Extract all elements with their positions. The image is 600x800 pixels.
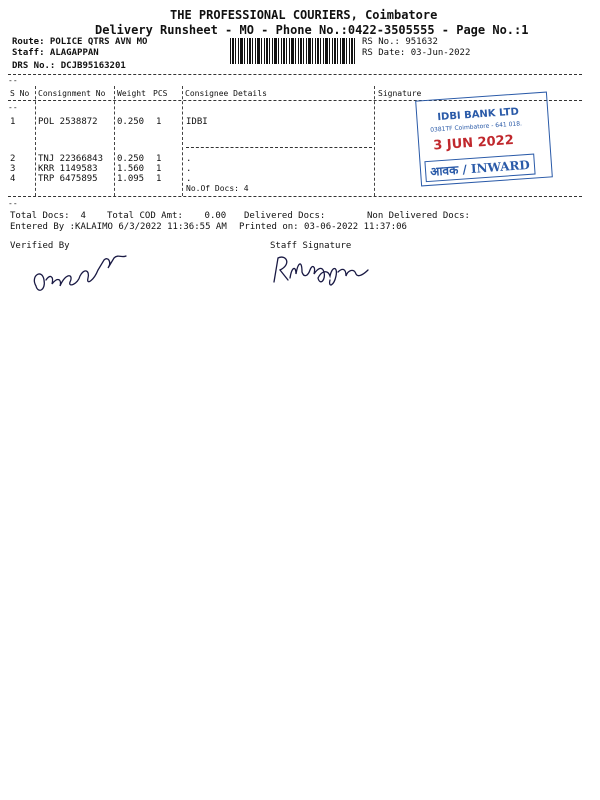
company-title: THE PROFESSIONAL COURIERS, Coimbatore: [170, 8, 438, 22]
column-divider: [182, 86, 183, 196]
printed-on: Printed on: 03-06-2022 11:37:06: [239, 222, 407, 232]
row-consignee: .: [186, 154, 192, 164]
col-header-consignment: Consignment No: [38, 89, 106, 98]
sheet-title: Delivery Runsheet - MO - Phone No.:0422-3505555 - Page No.:1: [95, 23, 529, 37]
inward-stamp: [415, 92, 553, 187]
staff-signature-label: Staff Signature: [270, 241, 352, 251]
row-separator: [186, 147, 372, 148]
row-sno: 2: [10, 154, 16, 164]
row-weight: 0.250: [117, 117, 145, 127]
col-header-pcs: PCS: [153, 89, 168, 98]
barcode-image: [230, 38, 355, 64]
verifier-signature: [28, 246, 138, 306]
row-pcs: 1: [156, 164, 162, 174]
separator-line: [8, 196, 582, 197]
row-consignment: TRP 6475895: [38, 174, 98, 184]
row-consignment: KRR 1149583: [38, 164, 98, 174]
staff-label: Staff: ALAGAPPAN: [12, 48, 99, 58]
column-divider: [114, 86, 115, 196]
row-consignee: IDBI: [186, 117, 208, 127]
row-consignee: .: [186, 174, 192, 184]
row-weight: 1.095: [117, 174, 145, 184]
stamp-date: 3 JUN 2022: [432, 132, 515, 154]
row-pcs: 1: [156, 154, 162, 164]
column-divider: [374, 86, 375, 196]
col-header-consignee: Consignee Details: [185, 89, 267, 98]
total-cod: Total COD Amt: 0.00: [107, 211, 227, 221]
col-header-sno: S No: [10, 89, 30, 98]
dash-marker: --: [8, 103, 18, 112]
row-weight: 1.560: [117, 164, 145, 174]
row-pcs: 1: [156, 174, 162, 184]
dash-marker: --: [8, 76, 18, 85]
column-divider: [35, 86, 36, 196]
row-pcs: 1: [156, 117, 162, 127]
row-consignment: POL 2538872: [38, 117, 98, 127]
docs-count: No.Of Docs: 4: [186, 184, 249, 193]
row-consignee: .: [186, 164, 192, 174]
separator-line: [8, 74, 582, 75]
row-sno: 3: [10, 164, 16, 174]
stamp-bank-name: IDBI BANK LTD: [437, 106, 520, 124]
row-weight: 0.250: [117, 154, 145, 164]
row-sno: 4: [10, 174, 16, 184]
col-header-signature: Signature: [378, 89, 422, 98]
col-header-weight: Weight: [117, 89, 146, 98]
drs-number: DRS No.: DCJB95163201: [12, 61, 126, 71]
route-label: Route: POLICE QTRS AVN MO: [12, 37, 148, 47]
total-docs: Total Docs: 4: [10, 211, 86, 221]
rs-number: RS No.: 951632: [362, 37, 438, 47]
dash-marker: --: [8, 199, 18, 208]
row-sno: 1: [10, 117, 16, 127]
verified-by-label: Verified By: [10, 241, 70, 251]
non-delivered-docs: Non Delivered Docs:: [367, 211, 470, 221]
row-consignment: TNJ 22366843: [38, 154, 104, 164]
staff-signature: [268, 252, 378, 292]
stamp-inward: आवक / INWARD: [424, 154, 535, 183]
entered-by: Entered By :KALAIMO 6/3/2022 11:36:55 AM: [10, 222, 227, 232]
rs-date: RS Date: 03-Jun-2022: [362, 48, 471, 58]
stamp-branch: 0381TF Coimbatore - 641 018.: [430, 120, 523, 134]
delivered-docs: Delivered Docs:: [244, 211, 326, 221]
